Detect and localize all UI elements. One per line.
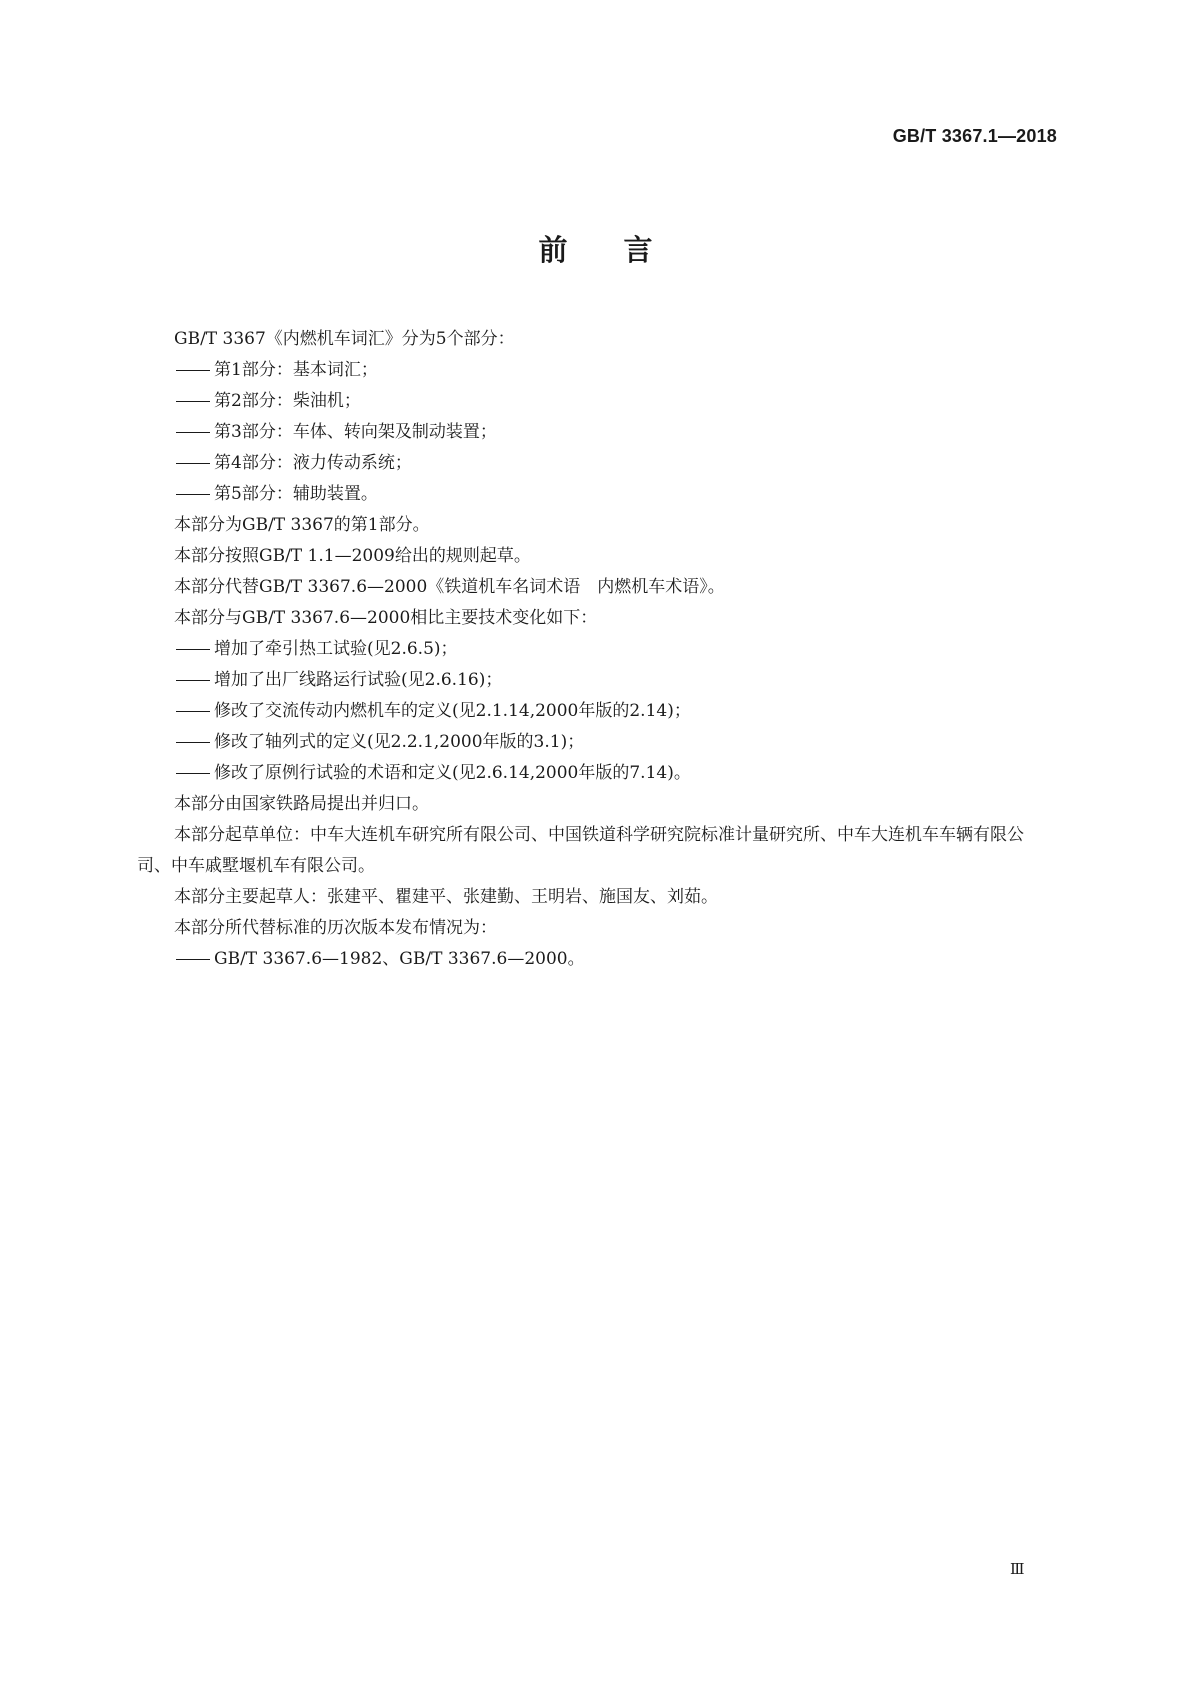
history-item: GB/T 3367.6—1982、GB/T 3367.6—2000。	[137, 944, 1057, 975]
part-item: 第5部分：辅助装置。	[137, 479, 1057, 510]
em-dash	[174, 366, 214, 376]
em-dash	[174, 707, 214, 717]
history-intro-paragraph: 本部分所代替标准的历次版本发布情况为：	[174, 918, 497, 938]
drafters-paragraph: 本部分主要起草人：张建平、瞿建平、张建勤、王明岩、施国友、刘茹。	[174, 887, 718, 907]
statement-paragraph: 本部分为GB/T 3367的第1部分。	[174, 515, 430, 535]
em-dash	[174, 645, 214, 655]
statement-paragraph: 本部分与GB/T 3367.6—2000相比主要技术变化如下：	[174, 608, 598, 628]
change-item: 增加了出厂线路运行试验(见2.6.16)；	[137, 665, 1057, 696]
statement-paragraph: 本部分代替GB/T 3367.6—2000《铁道机车名词术语 内燃机车术语》。	[174, 577, 725, 597]
page-number: Ⅲ	[1010, 1560, 1025, 1578]
part-item: 第3部分：车体、转向架及制动装置；	[137, 417, 1057, 448]
part-item: 第2部分：柴油机；	[137, 386, 1057, 417]
document-body	[137, 324, 1057, 975]
em-dash	[174, 459, 214, 469]
em-dash	[174, 738, 214, 748]
statement-paragraph: 本部分按照GB/T 1.1—2009给出的规则起草。	[174, 546, 531, 566]
drafting-units-paragraph: 本部分起草单位：中车大连机车研究所有限公司、中国铁道科学研究院标准计量研究所、中车大连机车车辆有限公司、中车戚墅堰机车有限公司。	[137, 825, 1024, 876]
em-dash	[174, 955, 214, 965]
intro-paragraph: GB/T 3367《内燃机车词汇》分为5个部分：	[174, 329, 515, 349]
em-dash	[174, 490, 214, 500]
change-item: 增加了牵引热工试验(见2.6.5)；	[137, 634, 1057, 665]
change-item: 修改了原例行试验的术语和定义(见2.6.14,2000年版的7.14)。	[137, 758, 1057, 789]
em-dash	[174, 397, 214, 407]
proposer-paragraph: 本部分由国家铁路局提出并归口。	[174, 794, 429, 814]
em-dash	[174, 676, 214, 686]
part-item: 第1部分：基本词汇；	[137, 355, 1057, 386]
change-item: 修改了轴列式的定义(见2.2.1,2000年版的3.1)；	[137, 727, 1057, 758]
part-item: 第4部分：液力传动系统；	[137, 448, 1057, 479]
standard-number: GB/T 3367.1—2018	[892, 126, 1057, 146]
em-dash	[174, 428, 214, 438]
em-dash	[174, 769, 214, 779]
page-title: 前言	[538, 233, 709, 267]
change-item: 修改了交流传动内燃机车的定义(见2.1.14,2000年版的2.14)；	[137, 696, 1057, 727]
